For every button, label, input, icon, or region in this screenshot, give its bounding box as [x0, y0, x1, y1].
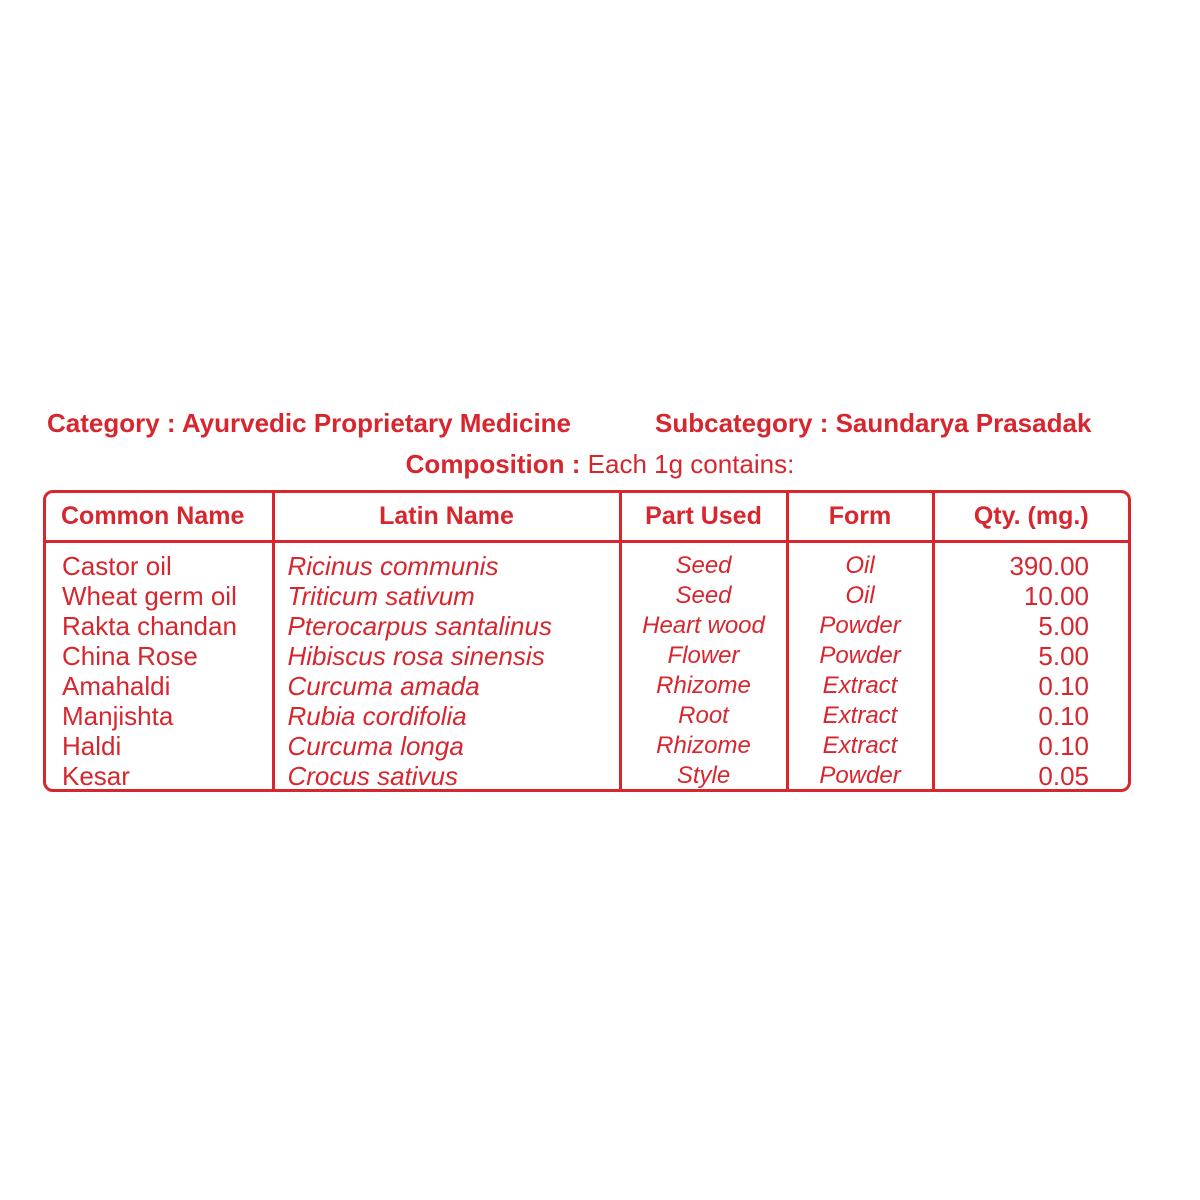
qty-cell: 5.00	[1038, 641, 1089, 671]
composition-text: Each 1g contains:	[580, 449, 795, 479]
part-used-cell: Root	[678, 702, 729, 729]
form-cell: Extract	[822, 702, 898, 729]
part-used-cell: Style	[676, 762, 731, 789]
composition-label: Composition :	[405, 449, 581, 479]
qty-column	[933, 542, 1128, 792]
form-list	[789, 551, 932, 791]
common-name-cell: Amahaldi	[62, 671, 171, 701]
qty-cell: 10.00	[1023, 581, 1089, 611]
form-cell: Oil	[845, 552, 875, 579]
category-label: Category : Ayurvedic Proprietary Medicine	[47, 408, 572, 438]
part-used-cell: Rhizome	[656, 672, 751, 699]
latin-name-cell: Curcuma amada	[287, 671, 480, 701]
latin-name-column	[273, 542, 620, 792]
common-name-cell: Rakta chandan	[62, 611, 237, 641]
common-name-list	[46, 551, 272, 791]
part-used-cell: Heart wood	[642, 612, 765, 639]
common-name-cell: Kesar	[62, 761, 130, 791]
latin-name-cell: Triticum sativum	[287, 581, 475, 611]
common-name-cell: Wheat germ oil	[62, 581, 237, 611]
latin-name-cell: Curcuma longa	[287, 731, 464, 761]
column-header-form: Form	[787, 493, 933, 542]
form-column	[787, 542, 933, 792]
composition-table-grid	[46, 493, 1128, 791]
common-name-cell: China Rose	[62, 641, 198, 671]
part-used-cell: Flower	[667, 642, 740, 669]
column-header-latin-name: Latin Name	[273, 493, 620, 542]
column-header-qty: Qty. (mg.)	[933, 493, 1128, 542]
qty-cell: 5.00	[1038, 611, 1089, 641]
column-header-part-used: Part Used	[620, 493, 787, 542]
composition-line	[0, 449, 1200, 480]
composition-table	[43, 490, 1131, 792]
form-cell: Powder	[819, 762, 901, 789]
form-cell: Oil	[845, 582, 875, 609]
latin-name-cell: Pterocarpus santalinus	[287, 611, 552, 641]
column-header-common-name: Common Name	[46, 493, 273, 542]
part-used-cell: Seed	[675, 582, 732, 609]
table-body-row	[46, 542, 1128, 792]
qty-cell: 0.10	[1038, 701, 1089, 731]
form-cell: Extract	[822, 732, 898, 759]
part-used-cell: Rhizome	[656, 732, 751, 759]
latin-name-cell: Crocus sativus	[287, 761, 458, 791]
form-cell: Extract	[822, 672, 898, 699]
latin-name-cell: Rubia cordifolia	[287, 701, 467, 731]
part-used-list	[622, 551, 786, 791]
qty-cell: 390.00	[1009, 551, 1089, 581]
qty-cell: 0.05	[1038, 761, 1089, 791]
part-used-cell: Seed	[675, 552, 732, 579]
latin-name-cell: Ricinus communis	[287, 551, 499, 581]
table-header-row	[46, 493, 1128, 542]
qty-cell: 0.10	[1038, 731, 1089, 761]
qty-list	[935, 551, 1129, 791]
common-name-cell: Haldi	[62, 731, 122, 761]
form-cell: Powder	[819, 612, 901, 639]
header-line	[0, 408, 1200, 448]
common-name-column	[46, 542, 273, 792]
latin-name-cell: Hibiscus rosa sinensis	[287, 641, 545, 671]
common-name-cell: Manjishta	[62, 701, 174, 731]
latin-name-list	[275, 551, 619, 791]
qty-cell: 0.10	[1038, 671, 1089, 701]
part-used-column	[620, 542, 787, 792]
subcategory-label: Subcategory : Saundarya Prasadak	[655, 408, 1092, 438]
common-name-cell: Castor oil	[62, 551, 172, 581]
form-cell: Powder	[819, 642, 901, 669]
